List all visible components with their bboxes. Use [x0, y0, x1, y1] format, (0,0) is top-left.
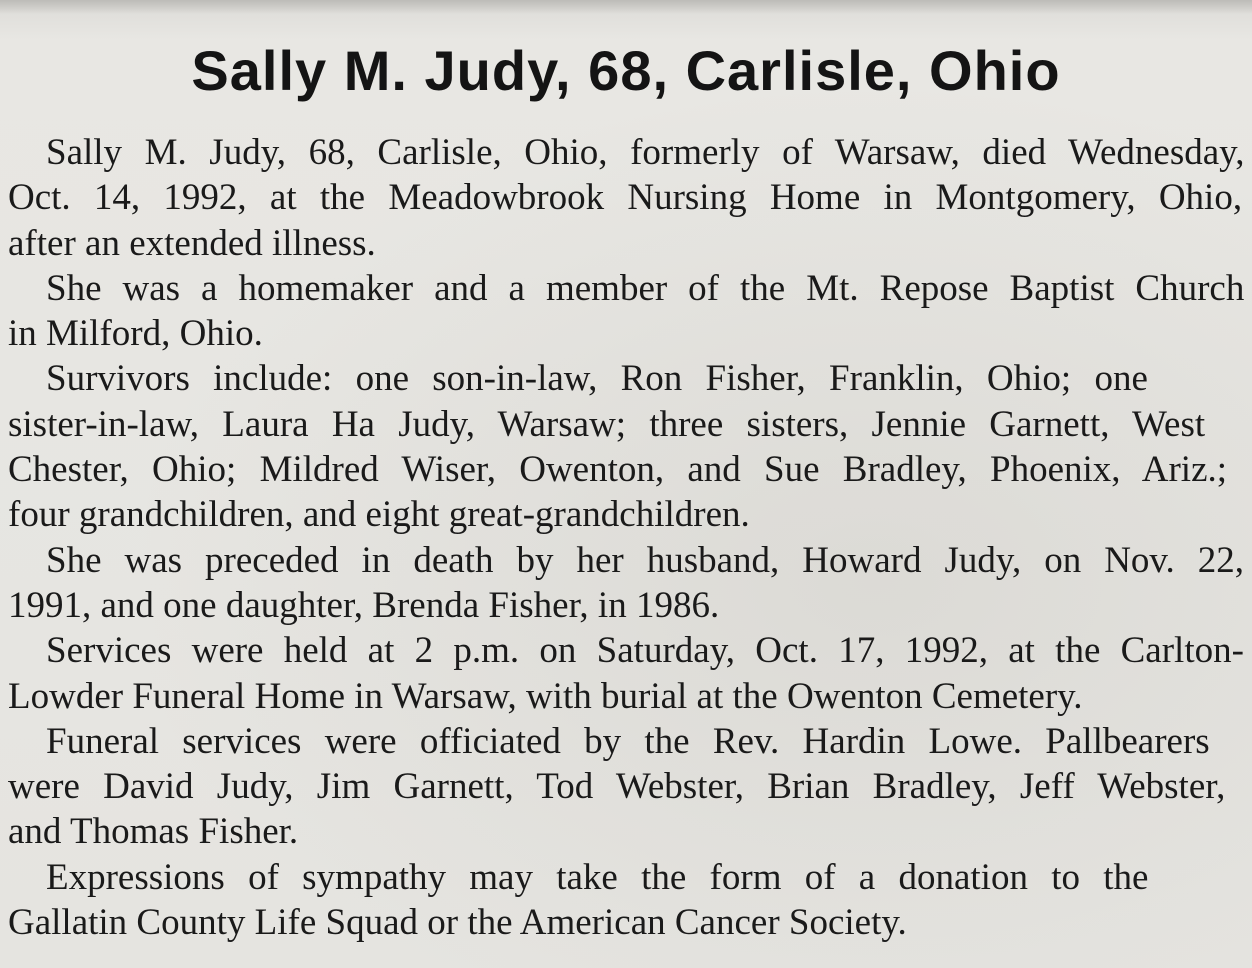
obituary-paragraph [8, 130, 1252, 266]
obituary-paragraph [8, 356, 1252, 537]
obituary-line: Oct. 14, 1992, at the Meadowbrook Nursing Home in Montgomery, Ohio, [8, 177, 1243, 219]
obituary-line: Services were held at 2 p.m. on Saturday, Oct. 17, 1992, at the Carlton- [46, 630, 1244, 672]
clipping-top-edge [0, 0, 1252, 14]
obituary-body [8, 130, 1252, 945]
obituary-line: Lowder Funeral Home in Warsaw, with burial at the Owenton Cemetery. [8, 675, 1083, 717]
obituary-paragraph [8, 266, 1252, 357]
obituary-paragraph [8, 719, 1252, 855]
obituary-paragraph [8, 855, 1252, 946]
obituary-paragraph [8, 538, 1252, 629]
obituary-line: She was a homemaker and a member of the Mt. Repose Baptist Church [46, 267, 1245, 309]
obituary-line: sister-in-law, Laura Ha Judy, Warsaw; three sisters, Jennie Garnett, West [8, 403, 1206, 445]
obituary-line: in Milford, Ohio. [8, 313, 263, 355]
obituary-line: She was preceded in death by her husband, Howard Judy, on Nov. 22, [46, 539, 1245, 581]
obituary-paragraph [8, 628, 1252, 719]
obituary-line: four grandchildren, and eight great-grandchildren. [8, 494, 750, 536]
obituary-line: and Thomas Fisher. [8, 811, 299, 853]
obituary-line: 1991, and one daughter, Brenda Fisher, in 1986. [8, 584, 720, 626]
obituary-line: Survivors include: one son-in-law, Ron Fisher, Franklin, Ohio; one [46, 358, 1148, 400]
obituary-line: Gallatin County Life Squad or the American Cancer Society. [8, 902, 907, 944]
obituary-line: were David Judy, Jim Garnett, Tod Webster, Brian Bradley, Jeff Webster, [8, 766, 1226, 808]
obituary-line: Expressions of sympathy may take the form of a donation to the [46, 856, 1149, 898]
obituary-headline: Sally M. Judy, 68, Carlisle, Ohio [191, 39, 1061, 102]
obituary-line: Funeral services were officiated by the Rev. Hardin Lowe. Pallbearers [46, 720, 1210, 762]
obituary-line: Chester, Ohio; Mildred Wiser, Owenton, and Sue Bradley, Phoenix, Ariz.; [8, 449, 1228, 491]
obituary-line: Sally M. Judy, 68, Carlisle, Ohio, formerly of Warsaw, died Wednesday, [46, 132, 1245, 173]
obituary-line: after an extended illness. [8, 222, 376, 264]
